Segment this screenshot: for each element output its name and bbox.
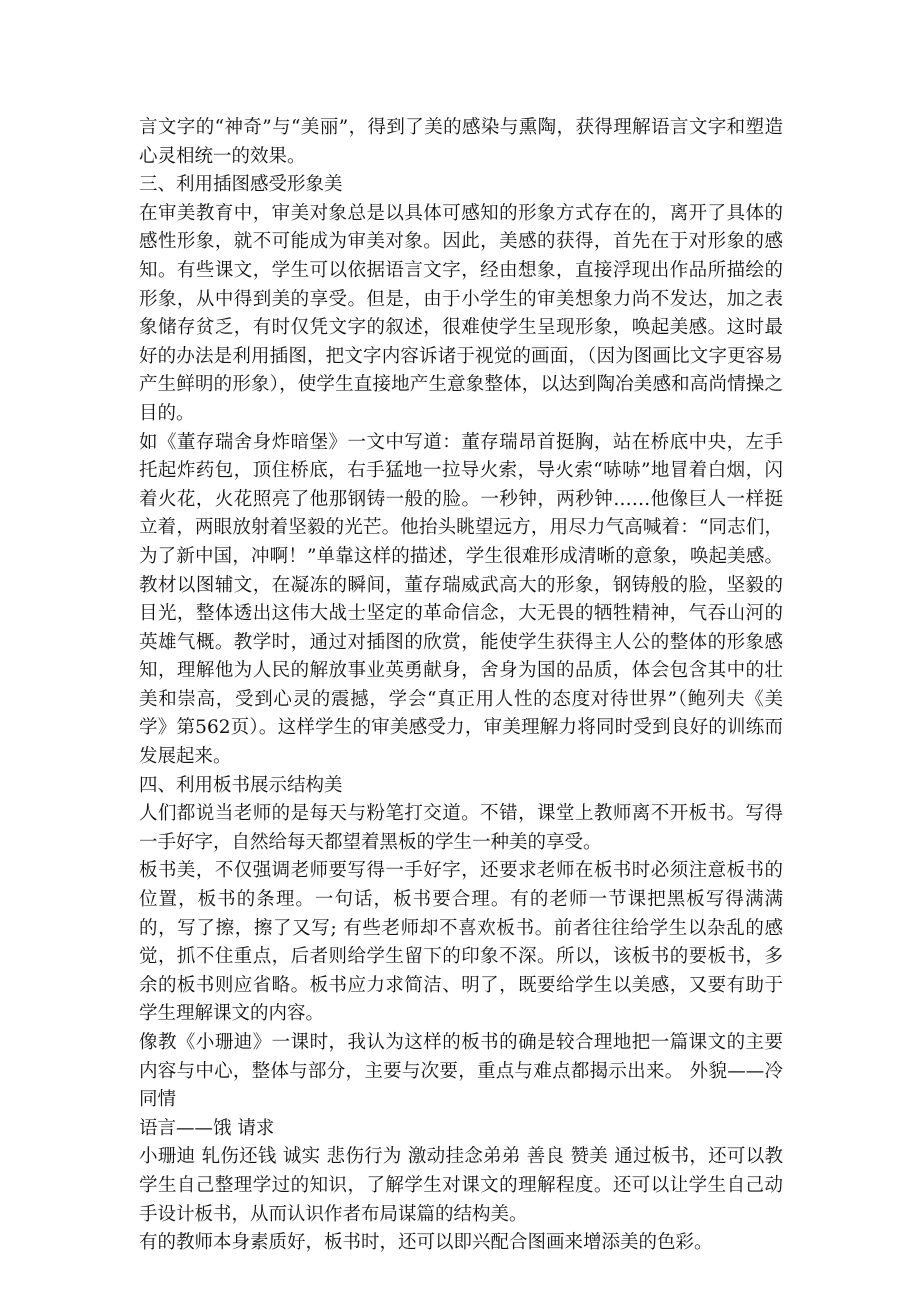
paragraph: 如《董存瑞舍身炸暗堡》一文中写道：董存瑞昂首挺胸，站在桥底中央，左手托起炸药包，顶住桥底，右手猛地一拉导火索，导火索“哧哧”地冒着白烟，闪着火花，火花照亮了他那钢铸一般的脸。一秒钟，两秒钟……他像巨人一样挺立着，两眼放射着坚毅的光芒。他抬头眺望远方，用尽力气高喊着：“同志们，为了新中国，冲啊！”单靠这样的描述，学生很难形成清晰的意象，唤起美感。教材以图辅文，在凝冻的瞬间，董存瑞威武高大的形象，钢铸般的脸，坚毅的目光，整体透出这伟大战士坚定的革命信念，大无畏的牺牲精神，气吞山河的英雄气概。教学时，通过对插图的欣赏，能使学生获得主人公的整体的形象感知，理解他为人民的解放事业英勇献身，舍身为国的品质，体会包含其中的壮美和崇高，受到心灵的震撼，学会“真正用人性的态度对待世界”（鲍列夫《美学》第562页）。这样学生的审美感受力，审美理解力将同时受到良好的训练而发展起来。 — [139, 431, 783, 768]
document-body — [139, 114, 783, 1258]
section-heading: 四、利用板书展示结构美 — [139, 774, 343, 796]
paragraph: 在审美教育中，审美对象总是以具体可感知的形象方式存在的，离开了具体的感性形象，就不可能成为审美对象。因此，美感的获得，首先在于对形象的感知。有些课文，学生可以依据语言文字，经由想象，直接浮现出作品所描绘的形象，从中得到美的享受。但是，由于小学生的审美想象力尚不发达，加之表象储存贫乏，有时仅凭文字的叙述，很难使学生呈现形象，唤起美感。这时最好的办法是利用插图，把文字内容诉诸于视觉的画面，（因为图画比文字更容易产生鲜明的形象），使学生直接地产生意象整体，以达到陶冶美感和高尚情操之目的。 — [139, 202, 783, 424]
paragraph: 语言——饿 请求 — [139, 1117, 275, 1139]
paragraph: 板书美，不仅强调老师要写得一手好字，还要求老师在板书时必须注意板书的位置，板书的条理。一句话，板书要合理。有的老师一节课把黑板写得满满的，写了擦，擦了又写; 有些老师却不喜欢板书。前者往往给学生以杂乱的感觉，抓不住重点，后者则给学生留下的印象不深。所以，该板书的要板书，多余的板书则应省略。板书应力求简洁、明了，既要给学生以美感，又要有助于学生理解课文的内容。 — [139, 860, 783, 1025]
paragraph: 有的教师本身素质好，板书时，还可以即兴配合图画来增添美的色彩。 — [139, 1232, 713, 1254]
paragraph: 小珊迪 轧伤还钱 诚实 悲伤行为 激动挂念弟弟 善良 赞美 通过板书，还可以教学生自己整理学过的知识，了解学生对课文的理解程度。还可以让学生自己动手设计板书，从而认识作者布局谋篇的结构美。 — [139, 1146, 783, 1225]
paragraph: 人们都说当老师的是每天与粉笔打交道。不错，课堂上教师离不开板书。写得一手好字，自然给每天都望着黑板的学生一种美的享受。 — [139, 803, 783, 853]
paragraph: 言文字的“神奇”与“美丽”，得到了美的感染与熏陶，获得理解语言文字和塑造心灵相统一的效果。 — [139, 117, 783, 167]
paragraph: 像教《小珊迪》一课时，我认为这样的板书的确是较合理地把一篇课文的主要内容与中心，整体与部分，主要与次要，重点与难点都揭示出来。 外貌——冷 同情 — [139, 1032, 783, 1111]
section-heading: 三、利用插图感受形象美 — [139, 174, 343, 196]
